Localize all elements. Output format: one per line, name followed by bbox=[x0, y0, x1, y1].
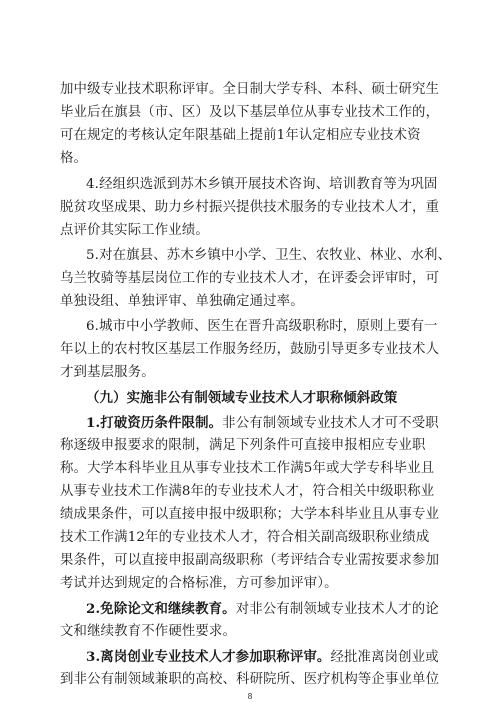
text-line bbox=[60, 484, 445, 500]
text-line bbox=[60, 365, 445, 381]
text-line bbox=[86, 177, 446, 193]
text-segment: 5.对在旗县、苏木乡镇中小学、卫生、农牧业、林业、水利、 bbox=[86, 248, 452, 263]
text-segment: 单独设组、单独评审、单独确定通过率。 bbox=[60, 294, 304, 309]
text-segment: 称。大学本科毕业且从事专业技术工作满5年或大学专科毕业且 bbox=[60, 461, 435, 476]
text-line bbox=[60, 200, 445, 216]
text-line bbox=[60, 294, 445, 310]
text-segment: 点评价其实际工作业绩。 bbox=[60, 223, 209, 238]
text-line bbox=[86, 601, 446, 618]
text-segment: 技术工作满12年的专业技术人才，符合相关副高级职称业绩成 bbox=[60, 530, 430, 545]
text-line bbox=[60, 576, 445, 592]
text-line bbox=[60, 553, 445, 569]
text-segment: 乌兰牧骑等基层岗位工作的专业技术人才，在评委会评审时，可 bbox=[60, 271, 440, 286]
bold-text-segment: 2.免除论文和继续教育。 bbox=[86, 601, 236, 617]
text-segment: 非公有制领域专业技术人才可不受职 bbox=[222, 416, 439, 431]
text-line bbox=[86, 649, 446, 666]
text-segment: 格。 bbox=[60, 151, 88, 166]
text-line bbox=[60, 461, 445, 477]
text-line bbox=[60, 151, 445, 167]
bold-text-segment: 1.打破资历条件限制。 bbox=[86, 415, 223, 431]
text-segment: 加中级专业技术职称评审。全日制大学专科、本科、硕士研究生 bbox=[60, 82, 440, 97]
text-line bbox=[60, 624, 445, 640]
bold-text-segment: （九）实施非公有制领域专业技术人才职称倾斜政策 bbox=[86, 390, 398, 406]
text-segment: 对非公有制领域专业技术人才的论 bbox=[235, 602, 439, 617]
text-line bbox=[60, 507, 445, 523]
text-segment: 到非公有制领域兼职的高校、科研院所、医疗机构等企事业单位 bbox=[60, 672, 440, 687]
text-line bbox=[86, 248, 452, 264]
text-segment: 果条件，可以直接申报副高级职称（考评结合专业需按要求参加 bbox=[60, 553, 440, 568]
text-segment: 4.经组织选派到苏木乡镇开展技术咨询、培训教育等为巩固 bbox=[86, 177, 438, 192]
text-line bbox=[60, 223, 445, 239]
text-line bbox=[60, 128, 445, 144]
text-segment: 称逐级申报要求的限制，满足下列条件可直接申报相应专业职 bbox=[60, 438, 426, 453]
text-segment: 文和继续教育不作硬性要求。 bbox=[60, 624, 237, 639]
text-segment: 绩成果条件，可以直接申报中级职称；大学本科毕业且从事专业 bbox=[60, 507, 440, 522]
text-line bbox=[60, 105, 445, 121]
text-segment: 从事专业技术工作满8年的专业技术人才，符合相关中级职称业 bbox=[60, 484, 435, 499]
text-segment: 6.城市中小学教师、医生在晋升高级职称时，原则上要有一 bbox=[86, 319, 438, 334]
text-line bbox=[60, 530, 445, 546]
text-segment: 毕业后在旗县（市、区）及以下基层单位从事专业技术工作的， bbox=[60, 105, 440, 120]
text-line bbox=[86, 319, 446, 335]
text-line bbox=[60, 438, 445, 454]
text-line bbox=[60, 82, 445, 98]
text-line bbox=[86, 415, 446, 432]
text-segment: 脱贫攻坚成果、助力乡村振兴提供技术服务的专业技术人才，重 bbox=[60, 200, 440, 215]
text-segment: 才到基层服务。 bbox=[60, 365, 155, 380]
text-line bbox=[60, 672, 445, 688]
text-segment: 可在规定的考核认定年限基础上提前1年认定相应专业技术资 bbox=[60, 128, 421, 143]
text-line bbox=[60, 271, 445, 287]
text-segment: 年以上的农村牧区基层工作服务经历，鼓励引导更多专业技术人 bbox=[60, 342, 440, 357]
text-segment: 经批准离岗创业或 bbox=[330, 650, 439, 665]
text-line bbox=[60, 342, 445, 358]
page-number: 8 bbox=[247, 692, 253, 701]
text-line bbox=[86, 390, 446, 407]
text-segment: 考试并达到规定的合格标准，方可参加评审）。 bbox=[60, 576, 338, 591]
bold-text-segment: 3.离岗创业专业技术人才参加职称评审。 bbox=[86, 649, 331, 665]
